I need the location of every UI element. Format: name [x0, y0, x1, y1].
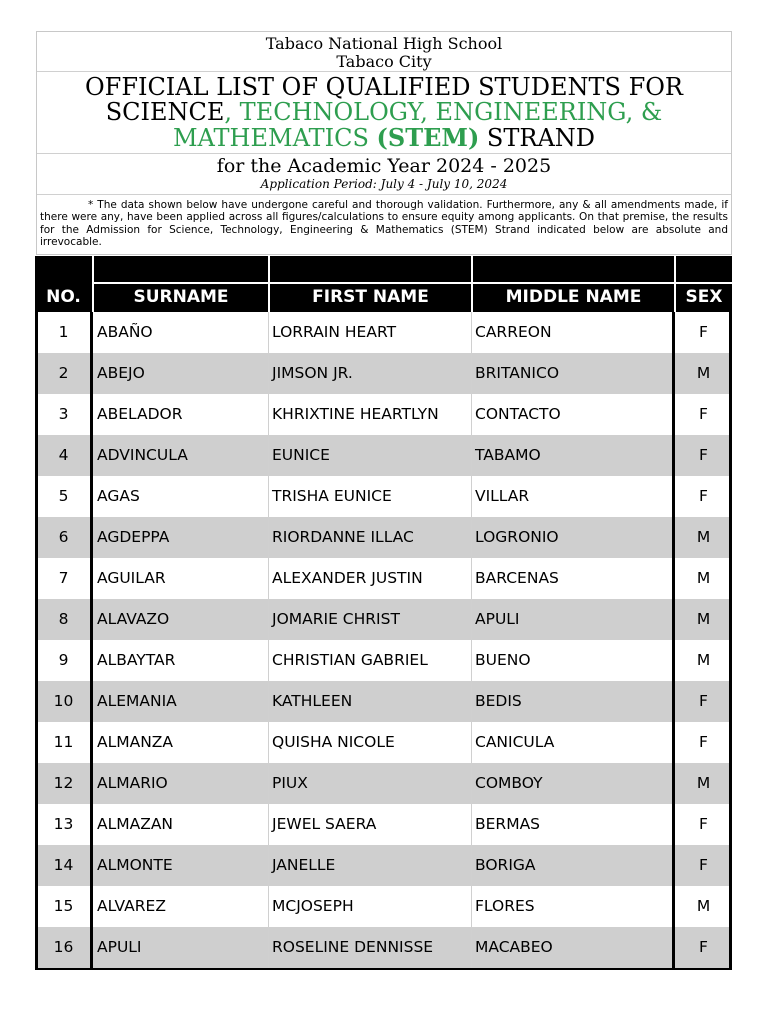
- row-number-cell: 15: [53, 897, 74, 915]
- title-line-2: [37, 100, 731, 125]
- validation-note: * The data shown below have undergone careful and thorough validation. Furthermore, any & all amendments made, if there were any, have been applied across all figures/calculations to ensure equity among applicants. On that premise, the results for the Admission for Science, Technology, Engineering & Mathematics (STEM) Strand indicated below are absolute and irrevocable.: [40, 199, 728, 249]
- title-line-3: [37, 125, 731, 151]
- sex-cell: F: [674, 476, 732, 517]
- middle-name-cell: VILLAR: [471, 476, 674, 517]
- first-name-cell: ALEXANDER JUSTIN: [268, 558, 471, 599]
- table-row: [35, 599, 732, 640]
- title-line-1: OFFICIAL LIST OF QUALIFIED STUDENTS FOR: [84, 73, 683, 101]
- middle-name-cell: FLORES: [471, 886, 674, 927]
- middle-name-cell: BERMAS: [471, 804, 674, 845]
- sex-cell: F: [674, 435, 732, 476]
- row-number-cell: 14: [53, 856, 74, 874]
- sex-cell: F: [674, 312, 732, 353]
- school-name: Tabaco National High School: [265, 34, 503, 53]
- title-stem: (STEM): [376, 123, 480, 152]
- sex-cell: F: [674, 394, 732, 435]
- middle-name-cell: BORIGA: [471, 845, 674, 886]
- col-header-no: NO.: [46, 287, 81, 307]
- academic-year-block: [37, 154, 731, 195]
- sex-cell: M: [674, 640, 732, 681]
- sex-cell: F: [674, 845, 732, 886]
- table-row: [35, 517, 732, 558]
- row-number-cell: 10: [53, 692, 74, 710]
- first-name-cell: RIORDANNE ILLAC: [268, 517, 471, 558]
- sex-cell: M: [674, 558, 732, 599]
- table-row: [35, 558, 732, 599]
- surname-cell: AGAS: [92, 476, 268, 517]
- first-name-cell: JANELLE: [268, 845, 471, 886]
- col-header-middle-name: MIDDLE NAME: [471, 256, 674, 312]
- table-right-border: [729, 312, 732, 970]
- middle-name-cell: APULI: [471, 599, 674, 640]
- row-number-cell: 3: [58, 405, 69, 423]
- table-row: [35, 476, 732, 517]
- row-number-cell: 11: [53, 733, 74, 751]
- row-number-cell: 13: [53, 815, 74, 833]
- first-name-cell: JIMSON JR.: [268, 353, 471, 394]
- first-name-cell: TRISHA EUNICE: [268, 476, 471, 517]
- table-row: [35, 804, 732, 845]
- surname-cell: AGDEPPA: [92, 517, 268, 558]
- table-row: [35, 845, 732, 886]
- academic-year: for the Academic Year 2024 - 2025: [216, 155, 552, 177]
- row-number-cell: 5: [58, 487, 69, 505]
- table-row: [35, 722, 732, 763]
- table-left-border: [35, 312, 38, 970]
- middle-name-cell: TABAMO: [471, 435, 674, 476]
- sex-cell: M: [674, 886, 732, 927]
- surname-cell: ABEJO: [92, 353, 268, 394]
- table-row: [35, 763, 732, 804]
- title-technology-engineering: , TECHNOLOGY, ENGINEERING, &: [224, 98, 663, 126]
- surname-cell: ALBAYTAR: [92, 640, 268, 681]
- sex-cell: M: [674, 353, 732, 394]
- surname-cell: ALAVAZO: [92, 599, 268, 640]
- title-mathematics: MATHEMATICS: [172, 124, 377, 152]
- table-bottom-border: [35, 968, 732, 970]
- first-name-cell: PIUX: [268, 763, 471, 804]
- surname-cell: ALEMANIA: [92, 681, 268, 722]
- first-name-cell: JOMARIE CHRIST: [268, 599, 471, 640]
- row-number-cell: 12: [53, 774, 74, 792]
- title-strand: STRAND: [479, 124, 596, 152]
- middle-name-cell: CARREON: [471, 312, 674, 353]
- sex-cell: F: [674, 722, 732, 763]
- middle-name-cell: LOGRONIO: [471, 517, 674, 558]
- sex-cell: M: [674, 763, 732, 804]
- sex-cell: F: [674, 927, 732, 968]
- middle-name-cell: BUENO: [471, 640, 674, 681]
- table-row: [35, 435, 732, 476]
- table-row: [35, 640, 732, 681]
- sex-cell: F: [674, 681, 732, 722]
- application-period: Application Period: July 4 - July 10, 2024: [260, 177, 508, 191]
- school-block: [37, 32, 731, 72]
- table-row: [35, 927, 732, 968]
- middle-name-cell: BARCENAS: [471, 558, 674, 599]
- title-science: SCIENCE: [105, 98, 225, 126]
- surname-cell: ADVINCULA: [92, 435, 268, 476]
- middle-name-cell: BRITANICO: [471, 353, 674, 394]
- row-number-cell: 1: [58, 323, 69, 341]
- first-name-cell: CHRISTIAN GABRIEL: [268, 640, 471, 681]
- table-header: [35, 256, 732, 312]
- surname-cell: ALMARIO: [92, 763, 268, 804]
- middle-name-cell: CANICULA: [471, 722, 674, 763]
- document-title: [37, 72, 731, 154]
- table-divider-sex: [672, 312, 675, 970]
- middle-name-cell: BEDIS: [471, 681, 674, 722]
- surname-cell: ALMONTE: [92, 845, 268, 886]
- row-number-cell: 6: [58, 528, 69, 546]
- col-header-surname: SURNAME: [92, 256, 268, 312]
- surname-cell: ALMANZA: [92, 722, 268, 763]
- school-city: Tabaco City: [336, 52, 432, 71]
- table-row: [35, 394, 732, 435]
- middle-name-cell: CONTACTO: [471, 394, 674, 435]
- surname-cell: ALMAZAN: [92, 804, 268, 845]
- sex-cell: M: [674, 517, 732, 558]
- first-name-cell: MCJOSEPH: [268, 886, 471, 927]
- table-body: [35, 312, 732, 968]
- surname-cell: APULI: [92, 927, 268, 968]
- sex-cell: F: [674, 804, 732, 845]
- first-name-cell: KATHLEEN: [268, 681, 471, 722]
- col-header-first-name: FIRST NAME: [268, 256, 471, 312]
- row-number-cell: 8: [58, 610, 69, 628]
- first-name-cell: JEWEL SAERA: [268, 804, 471, 845]
- row-number-cell: 16: [53, 938, 74, 956]
- col-header-sex: SEX: [674, 256, 732, 312]
- surname-cell: AGUILAR: [92, 558, 268, 599]
- table-row: [35, 886, 732, 927]
- surname-cell: ALVAREZ: [92, 886, 268, 927]
- first-name-cell: EUNICE: [268, 435, 471, 476]
- row-number-cell: 2: [58, 364, 69, 382]
- row-number-cell: 4: [58, 446, 69, 464]
- table-row: [35, 681, 732, 722]
- table-row: [35, 312, 732, 353]
- first-name-cell: ROSELINE DENNISSE: [268, 927, 471, 968]
- sex-cell: M: [674, 599, 732, 640]
- first-name-cell: LORRAIN HEART: [268, 312, 471, 353]
- document-header: [36, 31, 732, 255]
- table-divider-no: [90, 312, 93, 970]
- students-table: [35, 256, 732, 968]
- first-name-cell: QUISHA NICOLE: [268, 722, 471, 763]
- row-number-cell: 9: [58, 651, 69, 669]
- surname-cell: ABAÑO: [92, 312, 268, 353]
- surname-cell: ABELADOR: [92, 394, 268, 435]
- middle-name-cell: COMBOY: [471, 763, 674, 804]
- middle-name-cell: MACABEO: [471, 927, 674, 968]
- row-number-cell: 7: [58, 569, 69, 587]
- table-row: [35, 353, 732, 394]
- first-name-cell: KHRIXTINE HEARTLYN: [268, 394, 471, 435]
